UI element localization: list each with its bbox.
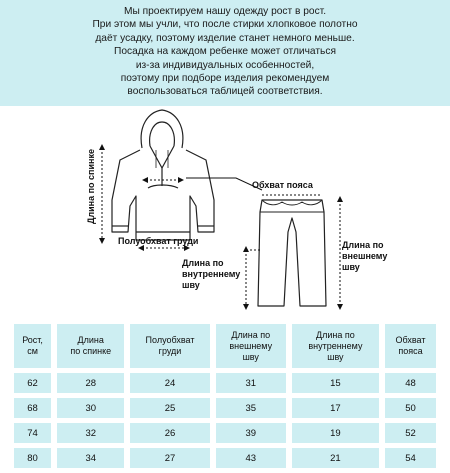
- header-height: Рост, см: [14, 324, 51, 368]
- table-cell: 25: [130, 398, 209, 418]
- table-cell: 54: [385, 448, 436, 468]
- header-back-length: Длина по спинке: [57, 324, 124, 368]
- table-row: [14, 448, 436, 468]
- hoodie-icon: [112, 110, 214, 240]
- table-cell: 27: [130, 448, 209, 468]
- pants-icon: [258, 200, 326, 306]
- table-cell: 30: [57, 398, 124, 418]
- table-cell: 24: [130, 373, 209, 393]
- intro-line: из-за индивидуальных особенностей,: [135, 59, 315, 71]
- table-cell: 19: [292, 423, 379, 443]
- table-cell: 39: [216, 423, 286, 443]
- chest-label: Полуобхват груди: [118, 236, 199, 246]
- intro-line: даёт усадку, поэтому изделие станет немного меньше.: [95, 32, 355, 44]
- intro-line: При этом мы учли, что после стирки хлопковое полотно: [92, 19, 358, 31]
- table-cell: 17: [292, 398, 379, 418]
- intro-line: воспользоваться таблицей соответствия.: [127, 86, 323, 98]
- table-row: [14, 398, 436, 418]
- table-cell: 52: [385, 423, 436, 443]
- table-cell: 28: [57, 373, 124, 393]
- header-chest: Полуобхват груди: [130, 324, 209, 368]
- intro-line: Мы проектируем нашу одежду рост в рост.: [123, 6, 327, 17]
- table-cell: 68: [14, 398, 51, 418]
- intro-line: Посадка на каждом ребенке может отличаться: [114, 46, 336, 58]
- header-outer-seam: Длина по внешнему шву: [216, 324, 286, 368]
- table-cell: 43: [216, 448, 286, 468]
- table-cell: 48: [385, 373, 436, 393]
- intro-line: поэтому при подборе изделия рекомендуем: [120, 73, 330, 84]
- table-row: [14, 423, 436, 443]
- outer-seam-label: Длина по внешнему шву: [342, 240, 388, 272]
- inner-seam-label: Длина по внутреннему шву: [182, 258, 241, 290]
- table-cell: 26: [130, 423, 209, 443]
- table-cell: 74: [14, 423, 51, 443]
- waist-label: Обхват пояса: [252, 180, 313, 190]
- table-cell: 80: [14, 448, 51, 468]
- back-length-label: Длина по спинке: [86, 149, 96, 224]
- table-cell: 50: [385, 398, 436, 418]
- table-cell: 15: [292, 373, 379, 393]
- table-cell: 62: [14, 373, 51, 393]
- table-row: [14, 373, 436, 393]
- table-cell: 21: [292, 448, 379, 468]
- header-inner-seam: Длина по внутреннему шву: [292, 324, 379, 368]
- header-waist: Обхват пояса: [385, 324, 436, 368]
- table-cell: 31: [216, 373, 286, 393]
- table-cell: 32: [57, 423, 124, 443]
- table-header-row: [14, 324, 436, 368]
- table-cell: 34: [57, 448, 124, 468]
- table-cell: 35: [216, 398, 286, 418]
